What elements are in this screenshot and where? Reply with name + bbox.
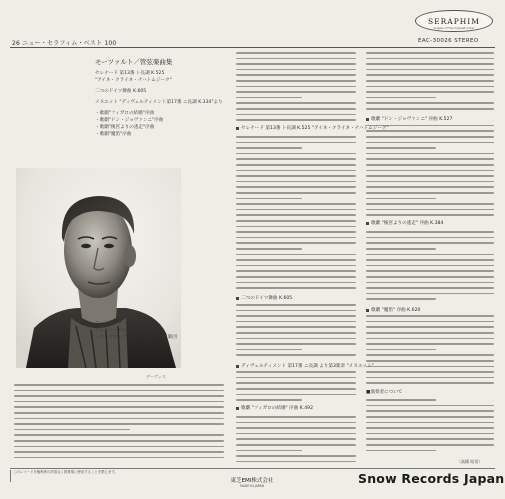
text-line: [366, 326, 494, 328]
text-line: [366, 377, 494, 379]
text-line: [366, 175, 494, 177]
text-line: [366, 422, 494, 424]
text-line: [236, 170, 356, 172]
text-line: [236, 97, 302, 99]
author-signature: （高橋 昭男）: [457, 459, 483, 464]
text-line: [236, 153, 356, 155]
program-line: セレナード 第13番 ト長調 K.525: [95, 71, 165, 76]
text-line: [366, 153, 494, 155]
text-line: [236, 203, 356, 205]
text-line: [236, 388, 356, 390]
text-line: [14, 395, 224, 397]
text-line: [366, 181, 494, 183]
text-line: [366, 248, 436, 250]
text-line: [366, 287, 494, 289]
text-line: [236, 198, 302, 200]
text-line: [14, 457, 224, 459]
text-line: [236, 444, 356, 446]
text-line: [236, 242, 356, 244]
text-line: [14, 401, 224, 403]
text-line: [366, 276, 494, 278]
text-line: [236, 52, 356, 54]
program-line: メヌエット "ディヴェルティメント第17番 ニ長調 K.334"より: [95, 100, 223, 105]
text-line: [236, 343, 356, 345]
section-marker: [236, 407, 239, 410]
text-line: [236, 377, 356, 379]
header-divider: [10, 47, 495, 48]
program-line: ・歌劇"ドン・ジョヴァンニ"序曲: [95, 118, 164, 123]
text-line: [366, 254, 494, 256]
text-line: [236, 74, 356, 76]
seller-watermark: Snow Records Japan: [358, 471, 505, 486]
text-line: [366, 136, 494, 138]
section-heading: セレナード 第13番 ト長調 K.525 "アイネ・クライネ・ナハトムジーク": [241, 126, 389, 131]
text-line: [366, 164, 494, 166]
text-line: [236, 108, 356, 110]
section-heading: 歌劇 "後宮よりの逃走" 序曲 K.384: [371, 221, 444, 226]
performer-credits: [95, 320, 215, 341]
text-line: [236, 433, 356, 435]
text-line: [236, 461, 356, 463]
text-line: [236, 254, 356, 256]
record-company: 東芝EMI株式会社: [230, 478, 274, 484]
text-line: [366, 58, 494, 60]
text-line: [366, 433, 494, 435]
text-line: [366, 63, 494, 65]
text-line: [14, 429, 130, 431]
section-marker: [236, 365, 239, 368]
text-line: [366, 315, 494, 317]
text-line: [366, 170, 494, 172]
text-line: [236, 282, 356, 284]
section-heading: 歌劇 "フィガロの結婚" 序曲 K.492: [241, 406, 314, 411]
text-line: [366, 242, 494, 244]
text-line: [236, 248, 302, 250]
text-line: [14, 384, 224, 386]
section-marker: [366, 118, 369, 121]
text-line: [366, 91, 494, 93]
text-line: [366, 108, 494, 110]
text-line: [366, 237, 494, 239]
text-line: [236, 158, 356, 160]
text-line: [366, 52, 494, 54]
text-line: [14, 406, 224, 408]
text-line: [366, 186, 494, 188]
text-line: [236, 332, 356, 334]
text-line: [366, 450, 436, 452]
text-line: [366, 265, 494, 267]
text-line: [366, 102, 494, 104]
text-line: [366, 198, 436, 200]
text-line: [236, 69, 356, 71]
text-line: [236, 192, 356, 194]
text-line: [14, 446, 224, 448]
text-line: [236, 136, 356, 138]
text-line: [14, 423, 224, 425]
text-line: [14, 390, 224, 392]
text-line: [366, 366, 494, 368]
section-marker: [366, 222, 369, 225]
program-line: 二つのドイツ舞曲 K.605: [95, 89, 147, 94]
section-marker: [236, 127, 239, 130]
text-line: [236, 237, 356, 239]
text-line: [236, 422, 356, 424]
program-line: "アイネ・クライネ・ナハトムジーク": [95, 78, 172, 83]
text-line: [236, 315, 356, 317]
program-line: ・歌劇"魔笛"序曲: [95, 132, 132, 137]
text-line: [366, 97, 436, 99]
text-line: [236, 310, 356, 312]
text-line: [366, 427, 494, 429]
text-line: [236, 142, 356, 144]
text-line: [236, 119, 356, 121]
text-line: [236, 220, 356, 222]
text-line: [366, 282, 494, 284]
text-line: [236, 394, 356, 396]
made-in-label: MADE IN JAPAN: [239, 484, 265, 488]
section-heading: ディヴェルティメント 第17番 ニ長調 より第3楽章 "メヌエット": [241, 364, 374, 369]
text-line: [236, 80, 356, 82]
section-marker: [366, 309, 369, 312]
text-line: [366, 142, 494, 144]
text-line: [366, 147, 436, 149]
text-line: [14, 412, 224, 414]
text-line: [236, 164, 356, 166]
text-line: [236, 349, 302, 351]
text-line: [366, 293, 494, 295]
text-line: [236, 287, 356, 289]
text-line: [236, 416, 356, 418]
text-line: [366, 371, 494, 373]
text-line: [236, 338, 356, 340]
text-line: [366, 349, 436, 351]
logo-tagline: Angels of the highest order: [433, 26, 475, 30]
text-line: [236, 265, 356, 267]
text-line: [236, 147, 302, 149]
section-heading: 歌劇 "魔笛" 序曲 K.620: [371, 308, 421, 313]
text-line: [236, 214, 356, 216]
seraphim-logo: [415, 8, 493, 42]
text-line: [236, 304, 356, 306]
text-line: [236, 259, 356, 261]
text-line: [366, 298, 436, 300]
text-line: [366, 80, 494, 82]
performer-line: フィルハーモニア管弦楽団: [95, 328, 150, 333]
footer-divider: [10, 468, 495, 469]
text-line: [366, 343, 494, 345]
copyright-notice: このレコードを権利者の許諾なく賃貸業に使用することを禁じます。: [10, 470, 268, 482]
text-line: [366, 332, 494, 334]
text-line: [14, 434, 224, 436]
text-line: [236, 114, 356, 116]
text-line: [236, 399, 302, 401]
text-line: [366, 360, 494, 362]
text-line: [366, 214, 494, 216]
performer-line: コーリン・デーヴィス指揮: [95, 321, 150, 326]
performer-line: ・ロイヤル・フィルハーモニー管弦楽団: [95, 335, 177, 340]
photo-caption: デーヴィス: [146, 374, 166, 379]
text-line: [236, 226, 356, 228]
text-line: [366, 192, 494, 194]
text-line: [236, 321, 356, 323]
text-line: [236, 455, 356, 457]
text-line: [366, 74, 494, 76]
text-line: [366, 382, 494, 384]
text-line: [14, 451, 224, 453]
text-line: [236, 276, 356, 278]
text-line: [14, 440, 224, 442]
text-line: [236, 450, 302, 452]
text-line: [366, 321, 494, 323]
text-line: [236, 63, 356, 65]
text-line: [366, 444, 494, 446]
text-line: [236, 181, 356, 183]
text-line: [366, 438, 494, 440]
text-line: [366, 209, 494, 211]
text-line: [236, 427, 356, 429]
text-line: [236, 326, 356, 328]
text-line: [236, 102, 356, 104]
program-listing: [95, 57, 223, 138]
text-line: [236, 175, 356, 177]
catalog-number: EAC-30026 STEREO: [418, 38, 479, 44]
text-line: [366, 410, 494, 412]
text-line: [366, 86, 494, 88]
text-line: [366, 416, 494, 418]
text-line: [366, 231, 494, 233]
section-marker: [236, 297, 239, 300]
text-line: [366, 405, 494, 407]
text-line: [366, 354, 494, 356]
text-line: [366, 338, 494, 340]
text-line: [366, 399, 436, 401]
section-heading: 二つのドイツ舞曲 K.605: [241, 296, 293, 301]
text-line: [236, 91, 356, 93]
text-line: [236, 371, 356, 373]
text-line: [236, 186, 356, 188]
section-heading: 歌劇 "ドン・ジョヴァンニ" 序曲 K.527: [371, 117, 453, 122]
program-line: ・歌劇"フィガロの結婚"序曲: [95, 111, 154, 116]
text-line: [236, 86, 356, 88]
text-line: [236, 382, 356, 384]
text-line: [366, 158, 494, 160]
text-line: [236, 209, 356, 211]
section-heading: ■演奏者について: [366, 390, 403, 395]
text-line: [366, 270, 494, 272]
text-line: [366, 69, 494, 71]
program-line: ・歌劇"後宮よりの逃走"序曲: [95, 125, 155, 130]
text-line: [236, 438, 356, 440]
text-line: [236, 58, 356, 60]
text-line: [366, 259, 494, 261]
logo-brand: SERAPHIM: [428, 17, 480, 26]
page-title: 26 ニュー・セラフィム・ベスト 100: [12, 40, 117, 47]
text-line: [236, 270, 356, 272]
text-line: [14, 418, 224, 420]
text-line: [236, 354, 356, 356]
program-title: モーツァルト／管弦楽曲集: [95, 58, 173, 66]
text-line: [366, 203, 494, 205]
text-line: [236, 231, 356, 233]
